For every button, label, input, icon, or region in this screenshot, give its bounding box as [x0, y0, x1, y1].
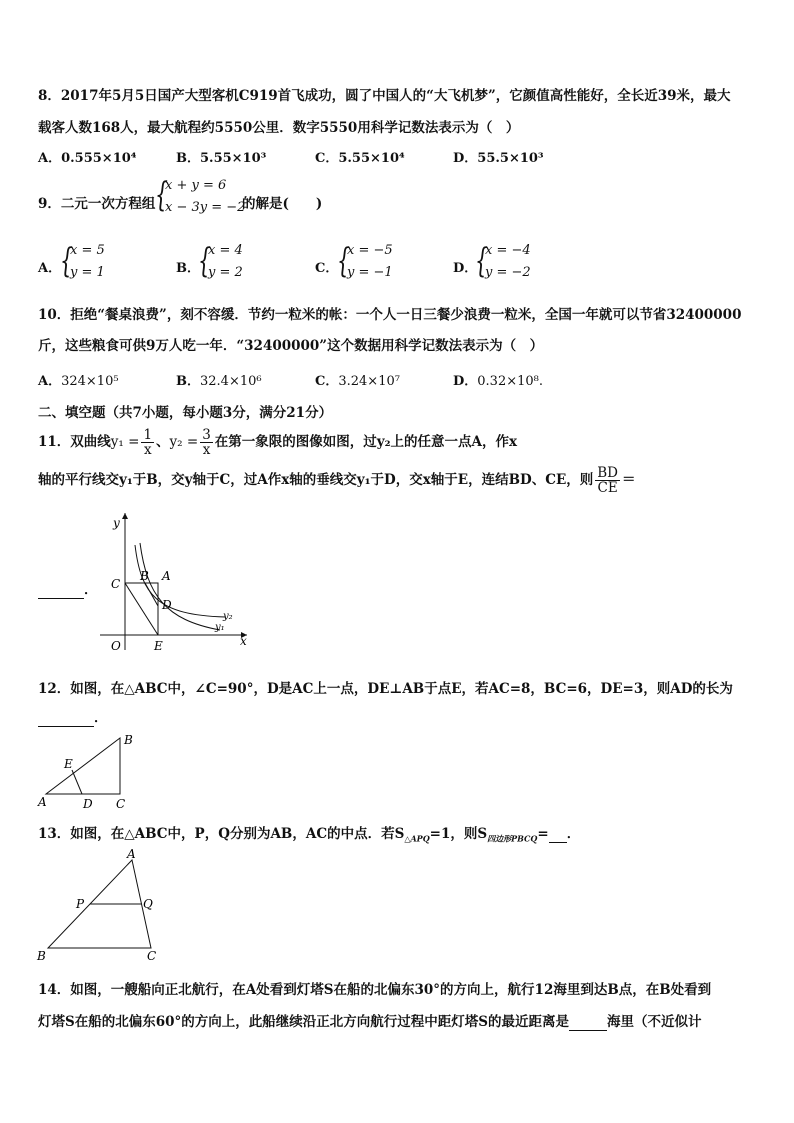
label-y2: y₂	[223, 611, 233, 622]
label-e: E	[154, 639, 163, 653]
label-c: C	[116, 797, 126, 811]
label-y: y	[113, 516, 120, 530]
frac-3-over-x: $\frac{3}{x}$	[202, 427, 211, 458]
q9-a-eq2: y = 1	[70, 265, 105, 280]
frac-1-over-x: $\frac{1}{x}$	[143, 427, 153, 458]
label-d: D	[83, 797, 93, 811]
q9-a-eq1: x = 5	[70, 243, 105, 258]
q9-option-b-system	[198, 241, 278, 287]
frac-bd-over-ce: $\frac{BD}{CE}$	[597, 465, 618, 496]
q12-figure	[36, 730, 146, 812]
q9-eq2: x − 3y = −2	[165, 200, 246, 215]
q14-line2: 灯塔S在船的北偏东60°的方向上，此船继续沿正北方向航行过程中距灯塔S的最近距离是 海里（不近似计	[38, 1014, 702, 1030]
q11-line2: 轴的平行线交y₁于B，交y轴于C，过A作x轴的垂线交y₁于D，交x轴于E，连结BD、CE，则 $\frac{BD}{CE}$ ＝	[38, 465, 636, 496]
q11-line1: 11．双曲线y₁ = $\frac{1}{x}$ 、y₂ = $\frac{3}{x}$ 在第一象限的图像如图，过y₂上的任意一点A，作x	[38, 427, 518, 458]
q9-d-eq1: x = −4	[485, 243, 531, 258]
q10-option-b[interactable]: B．32.4×10⁶	[176, 374, 262, 389]
q9-option-d[interactable]: D．	[453, 261, 478, 276]
label-a: A	[127, 848, 136, 861]
label-b: B	[140, 569, 149, 583]
label-x: x	[240, 634, 247, 648]
y-axis-arrow-icon	[122, 513, 128, 519]
q9-b-eq1: x = 4	[208, 243, 243, 258]
q10-option-d[interactable]: D．0.32×10⁸.	[453, 374, 544, 389]
label-e: E	[64, 757, 73, 771]
answer-blank[interactable]	[38, 710, 94, 727]
q9-suffix: 的解是( )	[242, 196, 323, 212]
brace-icon: {	[198, 241, 211, 281]
q13-line1: 13．如图，在△ABC中，P，Q分别为AB，AC的中点．若$S_{\triangle APQ}=1$，则$S_{四边形PBCQ}=$ ．	[38, 826, 581, 844]
q10-line2: 斤，这些粮食可供9万人吃一年．“32400000”这个数据用科学记数法表示为（ ）	[38, 338, 544, 354]
label-b: B	[124, 733, 133, 747]
q9-option-c[interactable]: C．	[315, 261, 339, 276]
q9-system	[155, 176, 245, 220]
q8-option-c[interactable]: C．5.55×10⁴	[315, 151, 405, 166]
q14-line1: 14．如图，一艘船向正北航行，在A处看到灯塔S在船的北偏东30°的方向上，航行12海里到达B点，在B处看到	[38, 982, 712, 998]
label-c: C	[147, 949, 157, 963]
label-a: A	[162, 569, 171, 583]
label-p: P	[76, 897, 85, 911]
curve-y1	[140, 543, 220, 630]
brace-icon: {	[60, 241, 73, 281]
q9-c-eq2: y = −1	[347, 265, 393, 280]
q9-option-c-system	[337, 241, 417, 287]
q8-line1: 8．2017年5月5日国产大型客机C919首飞成功，圆了中国人的“大飞机梦”，它颜值高性能好，全长近39米，最大	[38, 88, 731, 104]
q10-option-a[interactable]: A．324×10⁵	[38, 374, 119, 389]
q9-option-d-system	[475, 241, 555, 287]
q9-option-a[interactable]: A．	[38, 261, 62, 276]
q9-eq1: x + y = 6	[165, 178, 227, 193]
q9-option-a-system	[60, 241, 140, 287]
label-c: C	[111, 577, 121, 591]
q8-line2: 载客人数168人，最大航程约5550公里．数字5550用科学记数法表示为（ ）	[38, 120, 520, 136]
q12-line1: 12．如图，在△ABC中，∠C=90°，D是AC上一点，DE⊥AB于点E，若AC=8，BC=6，DE=3，则AD的长为	[38, 681, 733, 697]
label-q: Q	[143, 897, 153, 911]
answer-blank[interactable]	[38, 582, 84, 599]
q8-option-d[interactable]: D．55.5×10³	[453, 151, 544, 166]
segment-ce	[125, 583, 158, 635]
label-y1: y₁	[215, 622, 225, 633]
q11-answer: ．	[38, 578, 98, 599]
brace-icon: {	[475, 241, 488, 281]
brace-icon: {	[337, 241, 350, 281]
brace-icon: {	[155, 175, 168, 215]
q11-figure	[95, 505, 255, 655]
segment-de	[72, 770, 82, 794]
label-d: D	[162, 598, 172, 612]
q8-option-a[interactable]: A．0.555×10⁴	[38, 151, 137, 166]
answer-blank[interactable]	[569, 1014, 607, 1031]
answer-blank[interactable]	[549, 826, 567, 843]
q9-prefix: 9．二元一次方程组	[38, 196, 156, 212]
label-a: A	[38, 795, 47, 809]
triangle-abc	[46, 738, 120, 794]
q9-b-eq2: y = 2	[208, 265, 243, 280]
q9-option-b[interactable]: B．	[176, 261, 200, 276]
q10-option-c[interactable]: C．3.24×10⁷	[315, 374, 400, 389]
section-heading: 二、填空题（共7小题，每小题3分，满分21分）	[38, 405, 333, 421]
q9-c-eq1: x = −5	[347, 243, 393, 258]
label-b: B	[37, 949, 46, 963]
q8-option-b[interactable]: B．5.55×10³	[176, 151, 267, 166]
q13-figure	[34, 848, 164, 966]
q9-d-eq2: y = −2	[485, 265, 531, 280]
q12-answer: ．	[38, 706, 108, 727]
q10-line1: 10．拒绝“餐桌浪费”，刻不容缓．节约一粒米的帐：一个人一日三餐少浪费一粒米，全国一年就可以节省32400000	[38, 307, 742, 323]
label-o: O	[111, 639, 121, 653]
